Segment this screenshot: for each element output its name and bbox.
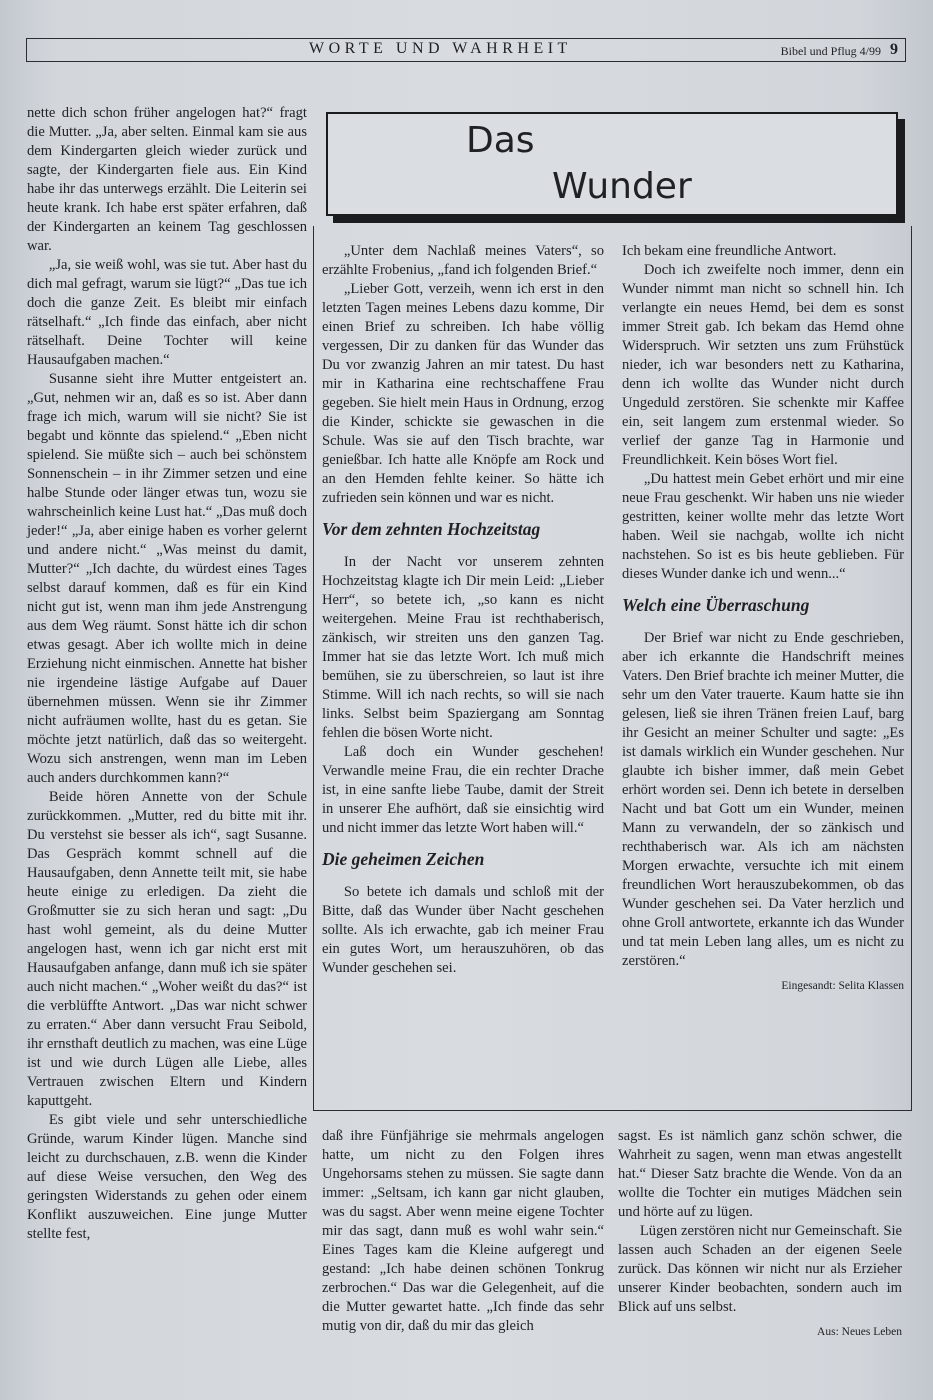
paragraph: Lügen zerstören nicht nur Gemeinschaft. Sie lassen auch Schaden an der eigenen Seele zurück. Das können wir nicht nur als Erzieher unserer Kinder beobachten, sondern auch im Blick auf uns selbst. bbox=[618, 1223, 902, 1315]
paragraph: „Du hattest mein Gebet erhört und mir eine neue Frau geschenkt. Wir haben uns nie wieder gestritten, keiner wollte mehr das letzte Wort haben. Weil sie nachgab, wollte ich nicht nachstehen. So ist es bis heute geblieben. Für dieses Wunder danke ich und wenn...“ bbox=[622, 471, 904, 582]
paragraph: Doch ich zweifelte noch immer, denn ein Wunder nimmt man nicht so schnell hin. Ich verlangte ein neues Hemd, bei dem es sonst immer Streit gab. Ich bekam das Hemd ohne Widerspruch. Wir setzten uns zum Frühstück nieder, ich war besonders nett zu Katharina, denn ich wollte das Wunder nicht durch Ungeduld zerstören. Sie schenkte mir Kaffee ein, seit langem zum erstenmal wieder. So verlief der ganze Tag in Harmonie und Freundlichkeit. Kein böses Wort fiel. bbox=[622, 262, 904, 468]
page-header bbox=[26, 38, 906, 62]
paragraph: „Lieber Gott, verzeih, wenn ich erst in den letzten Tagen meines Lebens dazu komme, Dir einen Brief zu schreiben. Ich habe völlig vergessen, Dir zu danken für das Wunder das Du vor zwanzig Jahren an mir tatest. Du hast mir in Katharina eine rechtschaffene Frau gegeben. Sie hielt mein Haus in Ordnung, erzog die Kinder, schickte sie gewaschen in die Schule. Was sie auf den Tisch brachte, war genießbar. Ich hatte alle Knöpfe am Rock und an den Hemden fehlte keiner. So hätte ich zufrieden sein können und war es nicht. bbox=[322, 281, 604, 506]
paragraph: „Ja, sie weiß wohl, was sie tut. Aber hast du dich mal gefragt, warum sie lügt?“ „Das tue ich doch die ganze Zeit. Es bleibt mir einfach rätselhaft.“ „Ich finde das einfach, aber nicht rätselhaft. Deine Tochter will keine Hausaufgaben machen.“ bbox=[27, 257, 307, 368]
article-credit: Aus: Neues Leben bbox=[817, 1326, 902, 1338]
story-title-line2: Wunder bbox=[552, 166, 692, 207]
article-column-3 bbox=[618, 1127, 902, 1342]
story-column-1 bbox=[322, 242, 604, 978]
paragraph: „Unter dem Nachlaß meines Vaters“, so erzählte Frobenius, „fand ich folgenden Brief.“ bbox=[322, 243, 604, 278]
article-column-2 bbox=[322, 1127, 604, 1336]
paragraph: Laß doch ein Wunder geschehen! Verwandle meine Frau, die ein rechter Drache ist, in eine sanfte liebe Taube, damit der Streit in unserer Ehe aufhört, daß sie einsichtig wird und nicht immer das letzte Wort haben will.“ bbox=[322, 744, 604, 836]
paragraph: In der Nacht vor unserem zehnten Hochzeitstag klagte ich Dir mein Leid: „Lieber Herr“, so betete ich, „so kann es nicht weitergehen. Meine Frau ist rechthaberisch, zänkisch, wir streiten uns den ganzen Tag. Immer hat sie das letzte Wort. Ich muß mich bemühen, sie zu überschreien, so laut ist ihre Stimme. Will ich nach rechts, so will sie nach links. Selbst beim Spaziergang am Sonntag fehlen die bösen Worte nicht. bbox=[322, 554, 604, 741]
story-title-box bbox=[326, 112, 898, 216]
page-number: 9 bbox=[890, 41, 898, 58]
paragraph: nette dich schon früher angelogen hat?“ fragt die Mutter. „Ja, aber selten. Einmal kam sie aus dem Kindergarten gleich wieder zurück und sagte, der Kindergarten fiele aus. Ein Kind habe ihr das unterwegs erzählt. Die Leiterin sei heute krank. Ich habe erst später erfahren, daß der Kindergarten an keinem Tag geschlossen war. bbox=[27, 105, 307, 254]
article-column-1 bbox=[27, 104, 307, 1244]
section-heading: Welch eine Überraschung bbox=[622, 595, 810, 615]
paragraph: Beide hören Annette von der Schule zurückkommen. „Mutter, red du bitte mit ihr. Du verstehst sie besser als ich“, sagt Susanne. Das Gespräch kommt schnell auf die Hausaufgaben, denn Annette teilt mit, sie habe heute einige zu erledigen. Da zieht die Großmutter sie zu sich heran und sagt: „Du hast wohl gemeint, als du deine Mutter angelogen hast, wenn ich gar nicht erst mit Hausaufgaben anfange, dann muß ich sie später auch nicht machen.“ „Woher weißt du das?“ ist die verblüffte Antwort. „Das war nicht schwer zu erraten.“ Aber dann versucht Frau Seibold, ihr ernsthaft deutlich zu machen, was eine Lüge ist und wie durch Lügen alle Liebe, alles Vertrauen zwischen Eltern und Kindern kaputtgeht. bbox=[27, 789, 307, 1109]
story-credit: Eingesandt: Selita Klassen bbox=[781, 980, 904, 992]
magazine-title: WORTE UND WAHRHEIT bbox=[309, 40, 572, 57]
section-heading: Vor dem zehnten Hochzeitstag bbox=[322, 519, 541, 539]
story-title-line1: Das bbox=[466, 120, 535, 161]
paragraph: So betete ich damals und schloß mit der Bitte, daß das Wunder über Nacht geschehen sollte. Als ich erwachte, gab ich meiner Frau ein gutes Wort, um herauszuhören, ob das Wunder geschehen sei. bbox=[322, 884, 604, 976]
paragraph: daß ihre Fünfjährige sie mehrmals angelogen hatte, um nicht zu den Folgen ihres Ungehorsams stehen zu müssen. Sie sagte dann immer: „Seltsam, ich kann gar nicht glauben, was du sagst. Aber wenn meine eigene Tochter mir das sagt, dann muß es wohl wahr sein.“ Eines Tages kam die Kleine aufgeregt und gestand: „Ich habe deinen schönen Tonkrug zerbrochen.“ Das war die Gelegenheit, auf die die Mutter gewartet hatte. „Ich finde das sehr mutig von dir, daß du mir das gleich bbox=[322, 1128, 604, 1334]
paragraph: Ich bekam eine freundliche Antwort. bbox=[622, 243, 837, 259]
issue-label: Bibel und Pflug 4/99 bbox=[780, 44, 881, 58]
paragraph: Der Brief war nicht zu Ende geschrieben, aber ich erkannte die Handschrift meines Vaters. Den Brief brachte ich meiner Mutter, die sehr um den Vater trauerte. Kaum hatte sie ihn gelesen, ließ sie ihren Tränen freien Lauf, barg ihr Gesicht an meiner Schulter und sagte: „Es ist damals wirklich ein Wunder geschehen. Nur glaubte ich bisher immer, daß mein Gebet erhört worden sei. Denn ich betete in derselben Nacht und bat Gott um ein Wunder, meinen Mann zu verwandeln, der so zänkisch und rechthaberisch war. Als ich am nächsten Morgen erwachte, versuchte ich mit einem freundlichen Wort herauszubekommen, ob das Wunder geschehen sei. Da Vater herzlich und ohne Groll antwortete, erkannte ich das Wunder und tat mein Leben lang alles, um es nicht zu zerstören.“ bbox=[622, 630, 904, 969]
story-column-2 bbox=[622, 242, 904, 996]
paragraph: sagst. Es ist nämlich ganz schön schwer, die Wahrheit zu sagen, wenn man etwas angestellt hat.“ Dieser Satz brachte die Wende. Von da an wollte die Tochter ein mutiges Mädchen sein und hörte auf zu lügen. bbox=[618, 1128, 902, 1220]
paragraph: Susanne sieht ihre Mutter entgeistert an. „Gut, nehmen wir an, daß es so ist. Aber dann frage ich mich, warum will sie nicht? Sie ist begabt und könnte das spielend.“ „Eben nicht spielend. Sie müßte sich – auch bei schönstem Sonnenschein – in ihr Zimmer setzen und eine halbe Stunde oder länger etwas tun, wozu sie wahrscheinlich keine Lust hat.“ „Das muß doch jeder!“ „Ja, aber einige haben es vorher gelernt und andere nicht.“ „Was meinst du damit, Mutter?“ „Ich dachte, du würdest eines Tages selbst darauf kommen, daß es für ein Kind nicht gut ist, wenn man ihm jede Anstrengung aus dem Weg räumt. Sonst hätte ich dir schon etwas gesagt. Aber ich wollte mich in deine Erziehung nicht einmischen. Annette hat bisher nie irgendeine lästige Aufgabe auf Dauer übernehmen müssen. Wenn sie ihr Zimmer nicht aufräumen wollte, hast du es getan. Sie möchte jetzt natürlich, daß das so weitergeht. Wozu sich anstrengen, wenn man im Leben auch anders durchkommen kann?“ bbox=[27, 371, 307, 786]
paragraph: Es gibt viele und sehr unterschiedliche Gründe, warum Kinder lügen. Manche sind leicht zu durchschauen, z.B. wenn die Kinder auf diese Weise versuchen, den Weg des geringsten Widerstands zu gehen oder einem Konflikt auszuweichen. Eine junge Mutter stellte fest, bbox=[27, 1112, 307, 1242]
section-heading: Die geheimen Zeichen bbox=[322, 849, 485, 869]
